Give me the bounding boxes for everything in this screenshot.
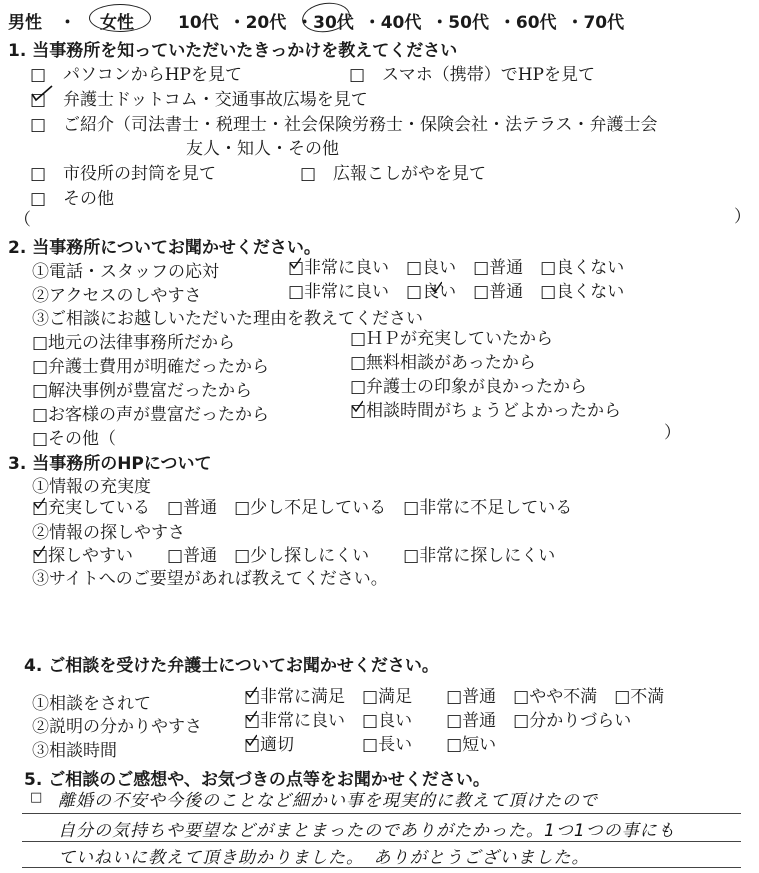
q3-sub1-check bbox=[33, 497, 45, 509]
q2-row2-check bbox=[430, 281, 442, 293]
q1-paren-close: ） bbox=[734, 207, 751, 227]
q5-rule-1 bbox=[22, 813, 741, 814]
q1-title: 1. 当事務所を知っていただいたきっかけを教えてください bbox=[8, 41, 458, 61]
q4-row2-check bbox=[245, 710, 257, 722]
q3-sub2: ②情報の探しやすさ bbox=[32, 523, 185, 543]
q2-reason-fee: □弁護士費用が明確だったから bbox=[32, 357, 270, 377]
q1-option-phone: □ スマホ（携帯）でHPを見て bbox=[349, 65, 595, 85]
q4-row1-label: ①相談をされて bbox=[32, 694, 151, 714]
q4-row3-options: □適切 □長い □短い bbox=[244, 735, 497, 755]
q4-row3-check bbox=[245, 734, 257, 746]
q2-title: 2. 当事務所についてお聞かせください。 bbox=[8, 238, 321, 258]
q2-row1-label: ①電話・スタッフの応対 bbox=[32, 262, 219, 282]
q2-row1-check bbox=[289, 257, 301, 269]
q1-option-bengoshi: □ 弁護士ドットコム・交通事故広場を見て bbox=[30, 90, 368, 110]
q1-option-koho: □ 広報こしがやを見て bbox=[300, 164, 487, 184]
q2-reason-check bbox=[351, 400, 363, 412]
q2-reason-cases: □解決事例が豊富だったから bbox=[32, 381, 253, 401]
q5-rule-3 bbox=[22, 867, 741, 868]
q2-reason-other: □その他（ bbox=[32, 429, 117, 449]
q5-prefix-box: □ bbox=[30, 790, 43, 805]
q2-reason-impression: □弁護士の印象が良かったから bbox=[350, 377, 588, 397]
q1-option-pc: □ パソコンからHPを見て bbox=[30, 65, 242, 85]
q1-option-shokai: □ ご紹介（司法書士・税理士・社会保険労務士・保険会社・法テラス・弁護士会 bbox=[30, 115, 658, 135]
q2-reason-voice: □お客様の声が豊富だったから bbox=[32, 405, 270, 425]
q2-row2-options: □非常に良い □良い □普通 □良くない bbox=[288, 282, 625, 302]
q3-sub2-options: □探しやすい □普通 □少し探しにくい □非常に探しにくい bbox=[32, 546, 556, 566]
q3-sub1: ①情報の充実度 bbox=[32, 477, 151, 497]
q5-title: 5. ご相談のご感想や、お気づきの点等をお聞かせください。 bbox=[24, 770, 490, 790]
gender-label: 男性 ・ bbox=[8, 13, 76, 33]
q3-title: 3. 当事務所のHPについて bbox=[8, 454, 212, 474]
q2-row2-label: ②アクセスのしやすさ bbox=[32, 286, 202, 306]
q4-row2-options: □非常に良い □良い □普通 □分かりづらい bbox=[244, 711, 632, 731]
q2-reason-local: □地元の法律事務所だから bbox=[32, 333, 236, 353]
q3-sub3: ③サイトへのご要望があれば教えてください。 bbox=[32, 569, 388, 589]
q5-comment-line1: 離婚の不安や今後のことなど細かい事を現実的に教えて頂けたので bbox=[58, 791, 598, 811]
gender-female: 女性 bbox=[100, 13, 134, 33]
q1-check-mark bbox=[30, 84, 54, 102]
q5-comment-line3: ていねいに教えて頂き助かりました。 ありがとうございました。 bbox=[58, 848, 590, 868]
q4-row1-options: □非常に満足 □満足 □普通 □やや不満 □不満 bbox=[244, 687, 665, 707]
q2-row1-options: □非常に良い □良い □普通 □良くない bbox=[288, 258, 625, 278]
q3-sub1-options: □充実している □普通 □少し不足している □非常に不足している bbox=[32, 498, 573, 518]
q2-reason-title: ③ご相談にお越しいただいた理由を教えてください bbox=[32, 309, 423, 329]
q2-reason-time: □相談時間がちょうどよかったから bbox=[350, 401, 622, 421]
q1-paren-open: （ bbox=[14, 210, 31, 230]
q5-rule-2 bbox=[22, 841, 741, 842]
q2-reason-other-close: ） bbox=[664, 423, 681, 443]
q4-title: 4. ご相談を受けた弁護士についてお聞かせください。 bbox=[24, 656, 439, 676]
gender-selected-circle bbox=[89, 4, 151, 32]
q2-reason-free: □無料相談があったから bbox=[350, 353, 536, 373]
q1-option-other: □ その他 bbox=[30, 189, 115, 209]
q5-comment-line2: 自分の気持ちや要望などがまとまったのでありがたかった。1つ1つの事にも bbox=[58, 821, 676, 841]
age-options: 10代 ・20代 ・30代 ・40代 ・50代 ・60代 ・70代 bbox=[178, 13, 625, 33]
q2-reason-hp: □ＨＰが充実していたから bbox=[350, 329, 554, 349]
q1-option-city: □ 市役所の封筒を見て bbox=[30, 164, 217, 184]
q4-row1-check bbox=[245, 686, 257, 698]
q4-row3-label: ③相談時間 bbox=[32, 741, 117, 761]
q3-sub2-check bbox=[33, 545, 45, 557]
q4-row2-label: ②説明の分かりやすさ bbox=[32, 717, 202, 737]
q1-option-shokai-cont: 友人・知人・その他 bbox=[186, 139, 339, 159]
